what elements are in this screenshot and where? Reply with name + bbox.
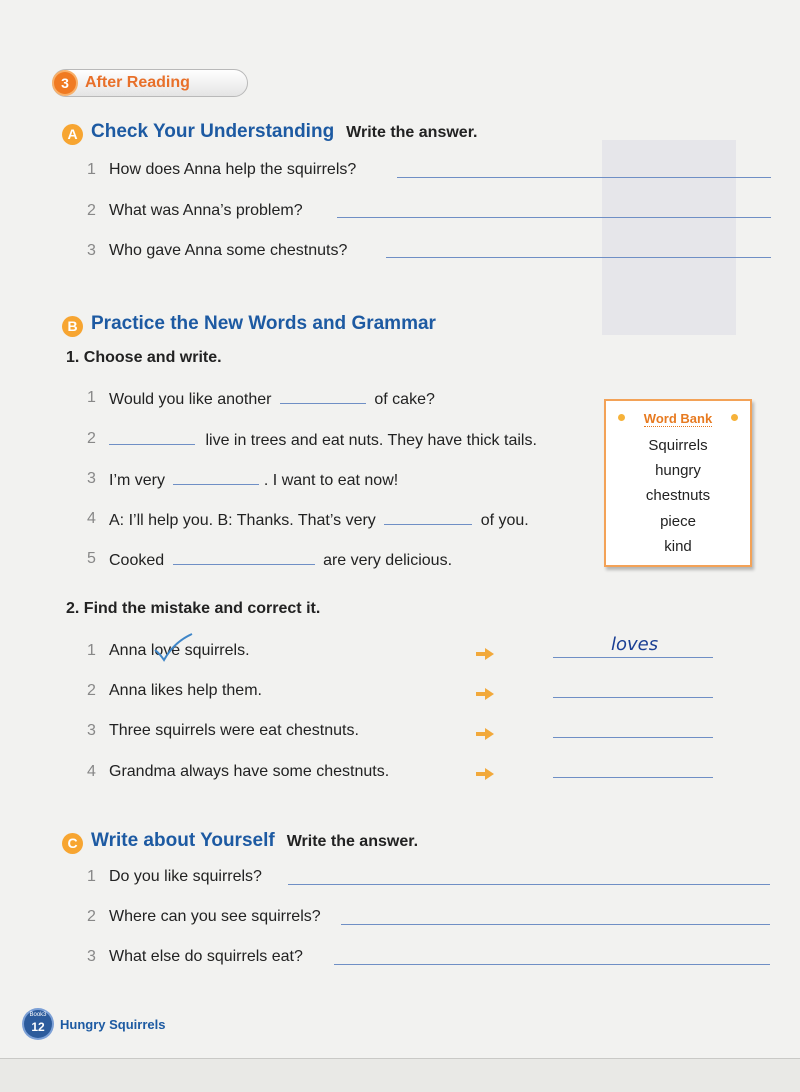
fill-blank-item: A: I’ll help you. B: Thanks. That’s very of you. bbox=[109, 512, 529, 529]
part-1-heading: 1. Choose and write. bbox=[66, 349, 222, 366]
word-bank-word: hungry bbox=[655, 462, 701, 479]
section-c-title: Write about Yourself bbox=[91, 830, 275, 851]
section-c-heading bbox=[62, 830, 418, 852]
answer-line[interactable] bbox=[553, 737, 713, 738]
item-number: 1 bbox=[87, 389, 96, 406]
question-number: 3 bbox=[87, 948, 96, 965]
section-tab-label: After Reading bbox=[85, 74, 190, 91]
section-tab bbox=[52, 69, 248, 97]
answer-line[interactable] bbox=[337, 217, 771, 218]
answer-line[interactable] bbox=[334, 964, 770, 965]
section-a-heading bbox=[62, 121, 477, 143]
page-number-badge bbox=[24, 1010, 52, 1038]
right-arrow-icon bbox=[476, 728, 494, 740]
mistake-sentence: Three squirrels were eat chestnuts. bbox=[109, 722, 359, 739]
question-number: 2 bbox=[87, 908, 96, 925]
blank[interactable] bbox=[109, 430, 195, 445]
word-bank bbox=[604, 399, 752, 567]
section-c-instruction: Write the answer. bbox=[286, 833, 419, 850]
section-b-title: Practice the New Words and Grammar bbox=[91, 313, 436, 334]
question-text: What else do squirrels eat? bbox=[109, 948, 303, 965]
right-arrow-icon bbox=[476, 688, 494, 700]
section-c-letter-icon: C bbox=[62, 833, 83, 854]
footer-title: Hungry Squirrels bbox=[60, 1017, 166, 1032]
right-arrow-icon bbox=[476, 648, 494, 660]
word-bank-word: kind bbox=[664, 538, 692, 555]
mistake-sentence: Anna love squirrels. bbox=[109, 642, 250, 659]
item-number: 2 bbox=[87, 682, 96, 699]
question-text: Who gave Anna some chestnuts? bbox=[109, 242, 348, 259]
item-number: 3 bbox=[87, 722, 96, 739]
item-number: 4 bbox=[87, 763, 96, 780]
part-2-heading: 2. Find the mistake and correct it. bbox=[66, 600, 321, 617]
word-bank-word: chestnuts bbox=[645, 487, 711, 504]
question-text: Do you like squirrels? bbox=[109, 868, 262, 885]
page-bottom-edge bbox=[0, 1058, 800, 1092]
question-number: 1 bbox=[87, 161, 96, 178]
question-text: How does Anna help the squirrels? bbox=[109, 161, 357, 178]
question-number: 1 bbox=[87, 868, 96, 885]
answer-line[interactable] bbox=[553, 657, 713, 658]
blank[interactable] bbox=[384, 510, 472, 525]
blank[interactable] bbox=[173, 550, 315, 565]
word-bank-word: Squirrels bbox=[648, 437, 708, 454]
word-bank-word: piece bbox=[660, 513, 696, 530]
handwritten-answer: loves bbox=[611, 634, 659, 655]
answer-line[interactable] bbox=[397, 177, 771, 178]
bleed-through-table bbox=[602, 140, 736, 335]
item-number: 2 bbox=[87, 430, 96, 447]
question-text: Where can you see squirrels? bbox=[109, 908, 321, 925]
right-arrow-icon bbox=[476, 768, 494, 780]
book-label: Book3 bbox=[29, 1012, 47, 1018]
section-b-heading bbox=[62, 313, 436, 335]
item-number: 3 bbox=[87, 470, 96, 487]
fill-blank-item: Would you like another of cake? bbox=[109, 391, 435, 408]
answer-line[interactable] bbox=[341, 924, 770, 925]
section-a-instruction: Write the answer. bbox=[346, 124, 478, 141]
answer-line[interactable] bbox=[553, 777, 713, 778]
item-number: 4 bbox=[87, 510, 96, 527]
word-bank-title: Word Bank bbox=[643, 411, 713, 426]
blank[interactable] bbox=[173, 470, 259, 485]
answer-line[interactable] bbox=[386, 257, 771, 258]
check-mark-icon bbox=[152, 632, 196, 662]
page-number: 12 bbox=[31, 1020, 45, 1034]
question-number: 2 bbox=[87, 202, 96, 219]
mistake-sentence: Grandma always have some chestnuts. bbox=[109, 763, 390, 780]
section-b-letter-icon: B bbox=[62, 316, 83, 337]
mistake-sentence: Anna likes help them. bbox=[109, 682, 262, 699]
question-number: 3 bbox=[87, 242, 96, 259]
section-number-badge: 3 bbox=[54, 72, 76, 94]
answer-line[interactable] bbox=[288, 884, 770, 885]
blank[interactable] bbox=[280, 389, 366, 404]
question-text: What was Anna’s problem? bbox=[109, 202, 303, 219]
item-number: 1 bbox=[87, 642, 96, 659]
section-a-title: Check Your Understanding bbox=[91, 121, 335, 142]
item-number: 5 bbox=[87, 550, 96, 567]
answer-line[interactable] bbox=[553, 697, 713, 698]
section-a-letter-icon: A bbox=[62, 124, 83, 145]
fill-blank-item: I’m very . I want to eat now! bbox=[109, 472, 399, 489]
fill-blank-item: live in trees and eat nuts. They have thick tails. bbox=[109, 430, 537, 450]
fill-blank-item: Cooked are very delicious. bbox=[109, 552, 453, 569]
